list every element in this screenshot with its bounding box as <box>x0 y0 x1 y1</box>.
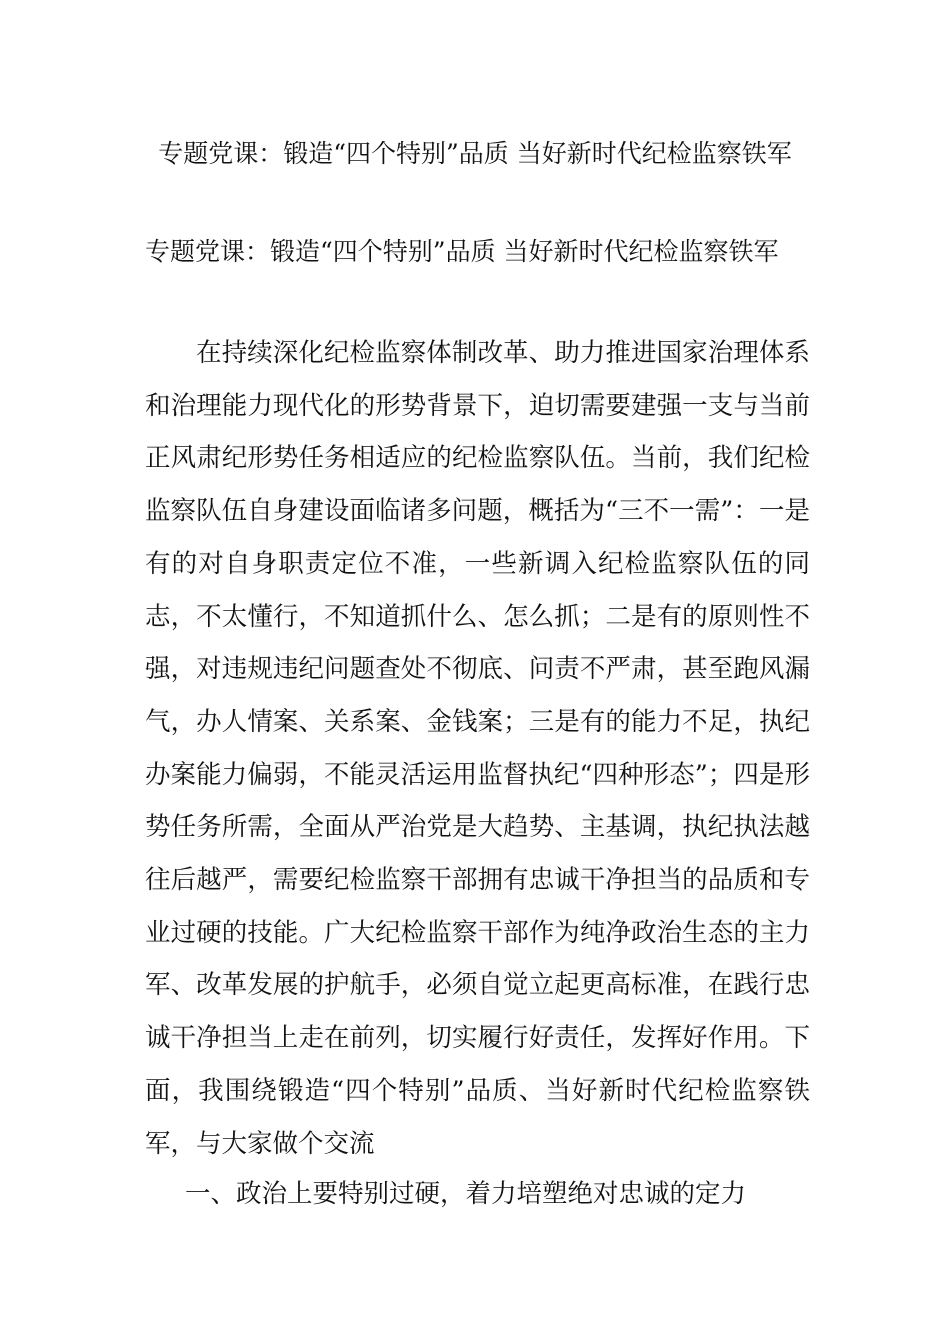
body-paragraph: 在持续深化纪检监察体制改革、助力推进国家治理体系和治理能力现代化的形势背景下，迫切需要建强一支与当前正风肃纪形势任务相适应的纪检监察队伍。当前，我们纪检监察队伍自身建设面临诸多问题，概括为“三不一需”：一是有的对自身职责定位不准，一些新调入纪检监察队伍的同志，不太懂行，不知道抓什么、怎么抓；二是有的原则性不强，对违规违纪问题查处不彻底、问责不严肃，甚至跑风漏气，办人情案、关系案、金钱案；三是有的能力不足，执纪办案能力偏弱，不能灵活运用监督执纪“四种形态”；四是形势任务所需，全面从严治党是大趋势、主基调，执纪执法越往后越严，需要纪检监察干部拥有忠诚干净担当的品质和专业过硬的技能。广大纪检监察干部作为纯净政治生态的主力军、改革发展的护航手，必须自觉立起更高标准，在践行忠诚干净担当上走在前列，切实履行好责任，发挥好作用。下面，我围绕锻造“四个特别”品质、当好新时代纪检监察铁军，与大家做个交流 <box>145 338 810 1159</box>
document-title: 专题党课：锻造“四个特别”品质 当好新时代纪检监察铁军 <box>158 139 792 168</box>
section-heading: 一、政治上要特别过硬，着力培塑绝对忠诚的定力 <box>185 1179 747 1209</box>
document-title-repeat: 专题党课：锻造“四个特别”品质 当好新时代纪检监察铁军 <box>145 237 779 266</box>
